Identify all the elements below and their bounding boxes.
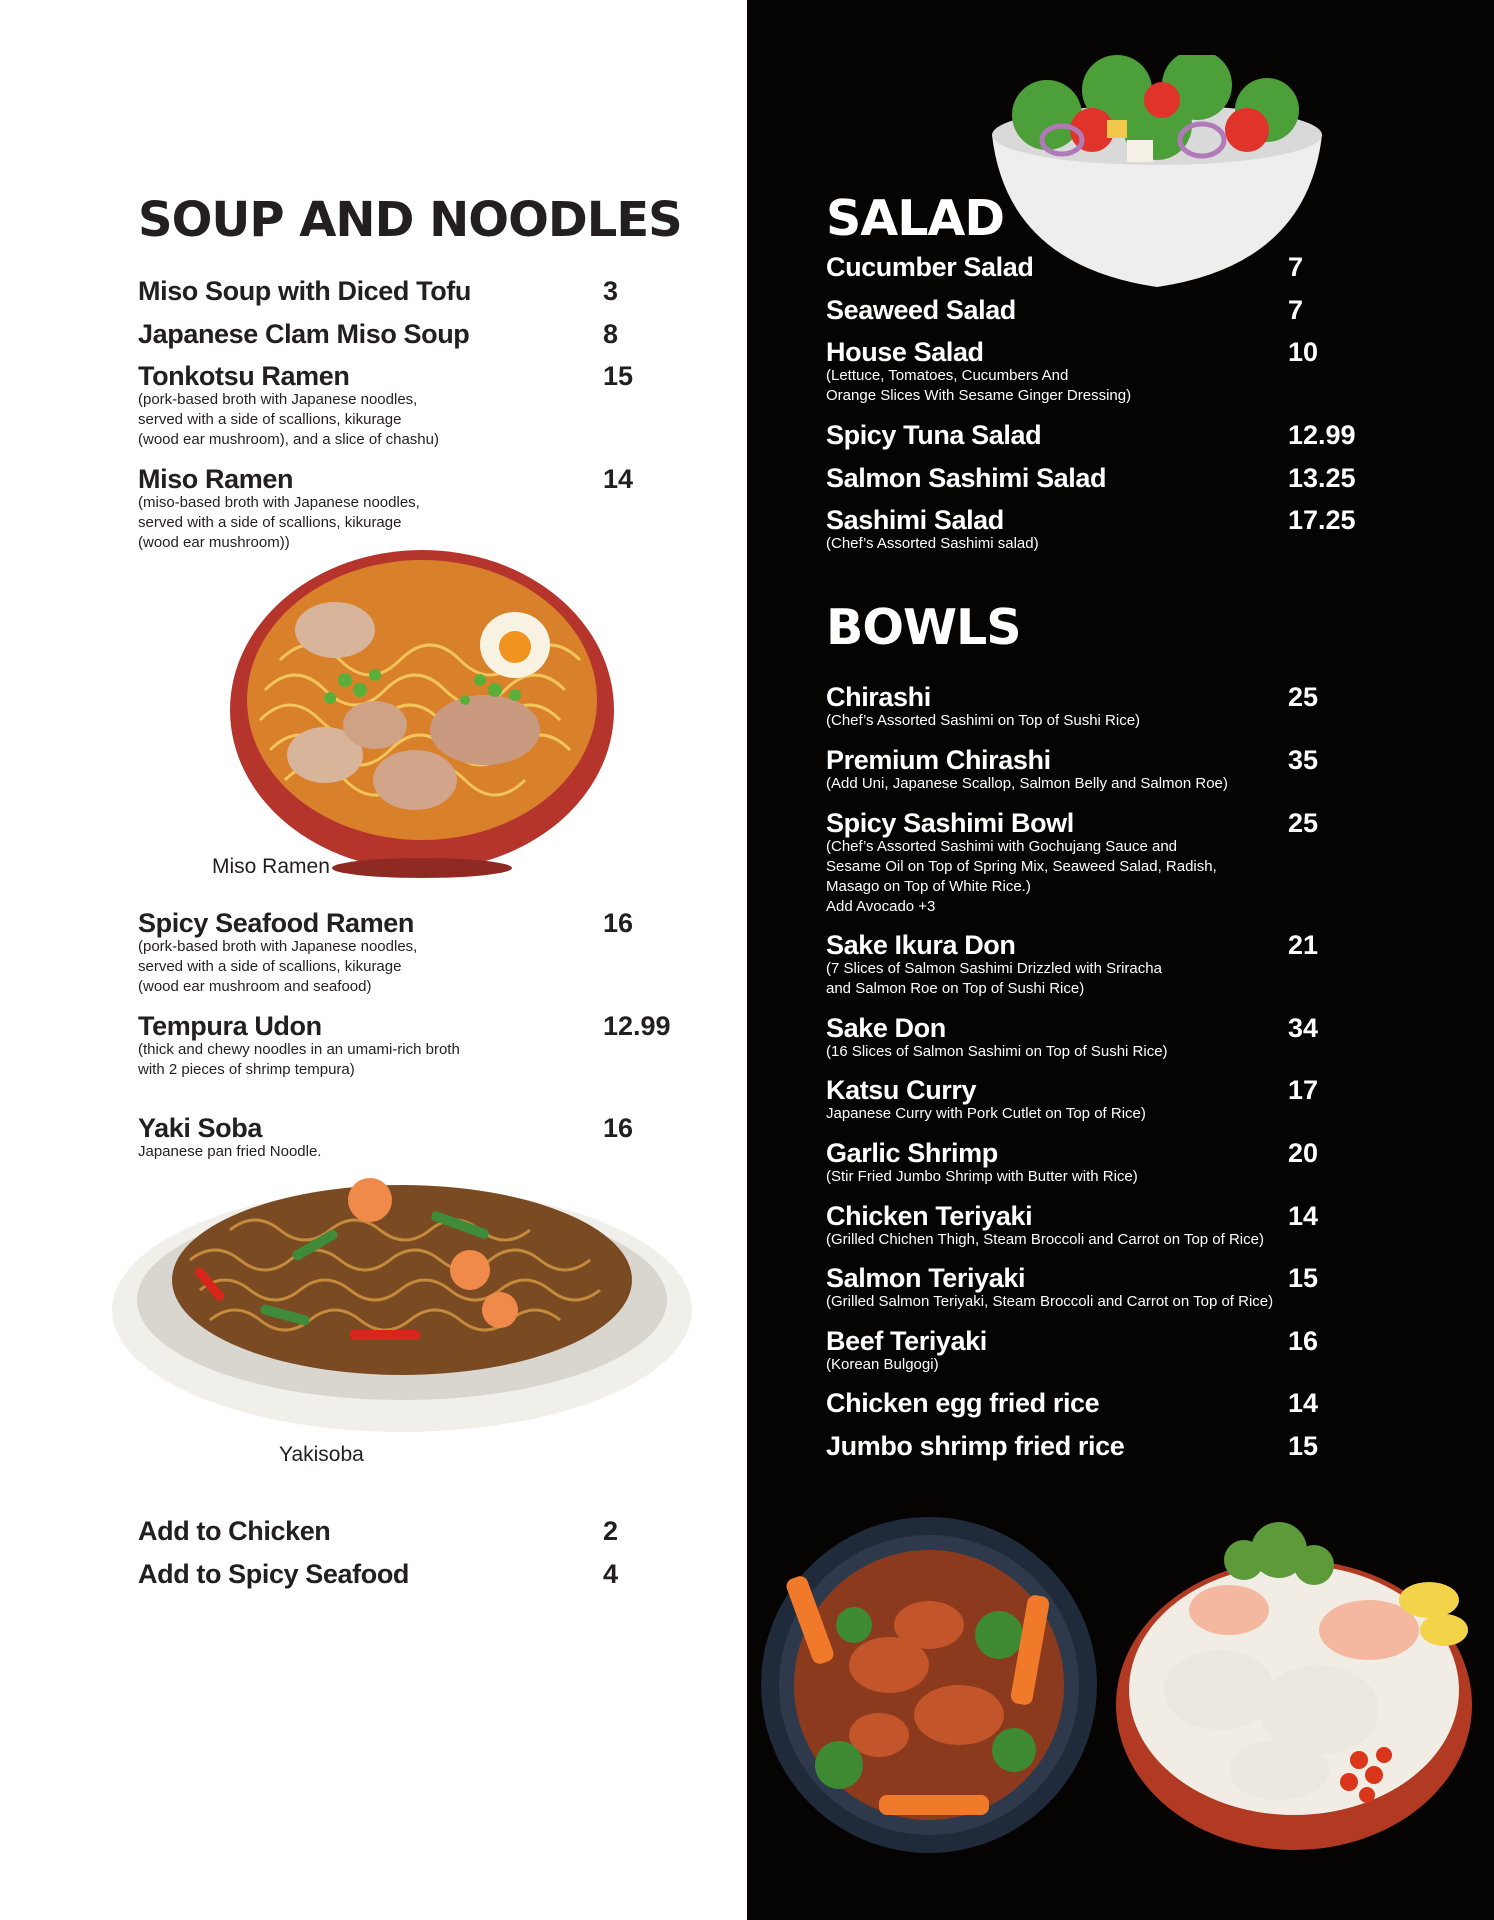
salad-photo: [987, 55, 1327, 295]
menu-item: [826, 1199, 1319, 1250]
item-name: Miso Soup with Diced Tofu: [138, 276, 471, 306]
item-name: Sake Don: [826, 1013, 946, 1043]
item-description: (Lettuce, Tomatoes, Cucumbers And Orange Slices With Sesame Ginger Dressing): [826, 367, 1132, 404]
salad-bowls-panel: [747, 0, 1494, 1920]
menu-item: [826, 743, 1319, 794]
item-name: Japanese Clam Miso Soup: [138, 319, 470, 349]
item-description: (Grilled Salmon Teriyaki, Steam Broccoli and Carrot on Top of Rice): [826, 1293, 1274, 1310]
item-name: Miso Ramen: [138, 464, 294, 494]
item-price: 17.25: [1288, 505, 1356, 535]
item-price: 15: [1288, 1263, 1319, 1293]
item-price: 7: [1288, 295, 1304, 325]
item-name: Salmon Sashimi Salad: [826, 463, 1107, 493]
item-name: Premium Chirashi: [826, 745, 1051, 775]
menu-item: [826, 1324, 1319, 1375]
item-price: 35: [1288, 745, 1319, 775]
item-description: (Stir Fried Jumbo Shrimp with Butter with Rice): [826, 1168, 1138, 1185]
yakisoba-caption: Yakisoba: [279, 1443, 364, 1466]
menu-item: [826, 1011, 1319, 1062]
item-price: 10: [1288, 337, 1319, 367]
item-description: (Chef’s Assorted Sashimi on Top of Sushi Rice): [826, 712, 1141, 729]
item-name: Tempura Udon: [138, 1011, 322, 1041]
item-price: 13.25: [1288, 463, 1356, 493]
item-price: 17: [1288, 1075, 1319, 1105]
item-price: 14: [603, 464, 634, 494]
item-price: 34: [1288, 1013, 1319, 1043]
menu-item: [826, 335, 1319, 406]
chirashi-bowl-photo: [1109, 1520, 1479, 1855]
menu-item: [138, 1009, 671, 1080]
item-price: 15: [603, 361, 634, 391]
addon-name: Add to Chicken: [138, 1516, 331, 1546]
item-price: 14: [1288, 1201, 1319, 1231]
item-description: (Grilled Chichen Thigh, Steam Broccoli and Carrot on Top of Rice): [826, 1231, 1264, 1248]
item-name: Spicy Seafood Ramen: [138, 908, 414, 938]
item-description: (Add Uni, Japanese Scallop, Salmon Belly and Salmon Roe): [826, 775, 1228, 792]
bowls-heading: BOWLS: [826, 599, 1021, 656]
item-price: 12.99: [1288, 420, 1356, 450]
item-description: (16 Slices of Salmon Sashimi on Top of Sushi Rice): [826, 1043, 1168, 1060]
item-price: 16: [1288, 1326, 1319, 1356]
item-price: 16: [603, 908, 634, 938]
item-name: Spicy Sashimi Bowl: [826, 808, 1074, 838]
item-name: Chicken Teriyaki: [826, 1201, 1033, 1231]
menu-item: [826, 806, 1319, 917]
item-price: 8: [603, 319, 619, 349]
salad-heading: SALAD: [826, 190, 1005, 247]
item-price: 20: [1288, 1138, 1319, 1168]
item-price: 25: [1288, 808, 1319, 838]
soup-noodles-heading: SOUP AND NOODLES: [138, 192, 682, 248]
item-description: (thick and chewy noodles in an umami-rich broth with 2 pieces of shrimp tempura): [138, 1041, 460, 1078]
menu-item: [138, 1111, 634, 1162]
item-name: Garlic Shrimp: [826, 1138, 998, 1168]
menu-item: [138, 462, 634, 553]
addon-price: 4: [603, 1559, 619, 1589]
item-name: Sashimi Salad: [826, 505, 1004, 535]
menu-item: [826, 680, 1319, 731]
ramen-caption: Miso Ramen: [212, 855, 330, 878]
item-description: (7 Slices of Salmon Sashimi Drizzled with Sriracha and Salmon Roe on Top of Sushi Rice): [826, 960, 1162, 997]
miso-ramen-photo: [225, 550, 620, 880]
teriyaki-bowl-photo: [759, 1515, 1099, 1855]
menu-item: [826, 1136, 1319, 1187]
item-name: House Salad: [826, 337, 984, 367]
item-description: (Chef’s Assorted Sashimi salad): [826, 535, 1039, 552]
item-price: 16: [603, 1113, 634, 1143]
item-description: Japanese Curry with Pork Cutlet on Top of Rice): [826, 1105, 1146, 1122]
item-description: (pork-based broth with Japanese noodles, served with a side of scallions, kikurage (wood ear mushroom and seafood): [138, 938, 418, 995]
item-price: 3: [603, 276, 619, 306]
menu-item: [138, 359, 634, 450]
item-name: Jumbo shrimp fried rice: [826, 1431, 1125, 1461]
item-name: Chicken egg fried rice: [826, 1388, 1100, 1418]
item-description: (Korean Bulgogi): [826, 1356, 939, 1373]
menu-item: [826, 503, 1356, 554]
item-description: (miso-based broth with Japanese noodles, served with a side of scallions, kikurage (wood ear mushroom)): [138, 494, 420, 551]
item-name: Tonkotsu Ramen: [138, 361, 350, 391]
menu-item: [138, 906, 634, 997]
item-price: 21: [1288, 930, 1319, 960]
item-price: 12.99: [603, 1011, 671, 1041]
item-name: Seaweed Salad: [826, 295, 1016, 325]
addon-name: Add to Spicy Seafood: [138, 1559, 410, 1589]
item-price: 15: [1288, 1431, 1319, 1461]
item-name: Katsu Curry: [826, 1075, 977, 1105]
item-name: Salmon Teriyaki: [826, 1263, 1026, 1293]
addon-price: 2: [603, 1516, 619, 1546]
yakisoba-photo: [110, 1160, 695, 1435]
item-price: 25: [1288, 682, 1319, 712]
menu-item: [826, 928, 1319, 999]
item-price: 7: [1288, 252, 1304, 282]
item-description: (pork-based broth with Japanese noodles, served with a side of scallions, kikurage (wood ear mushroom), and a slice of chashu): [138, 391, 439, 448]
item-name: Spicy Tuna Salad: [826, 420, 1042, 450]
menu-item: [826, 1073, 1319, 1124]
item-name: Yaki Soba: [138, 1113, 262, 1143]
item-name: Chirashi: [826, 682, 931, 712]
item-name: Beef Teriyaki: [826, 1326, 987, 1356]
item-price: 14: [1288, 1388, 1319, 1418]
item-description: (Chef’s Assorted Sashimi with Gochujang Sauce and Sesame Oil on Top of Spring Mix, Seaweed Salad, Radish, Masago on Top of White Rice.) Add Avocado +3: [826, 838, 1217, 915]
item-name: Sake Ikura Don: [826, 930, 1016, 960]
item-description: Japanese pan fried Noodle.: [138, 1143, 322, 1160]
item-name: Cucumber Salad: [826, 252, 1034, 282]
menu-item: [826, 1261, 1319, 1312]
